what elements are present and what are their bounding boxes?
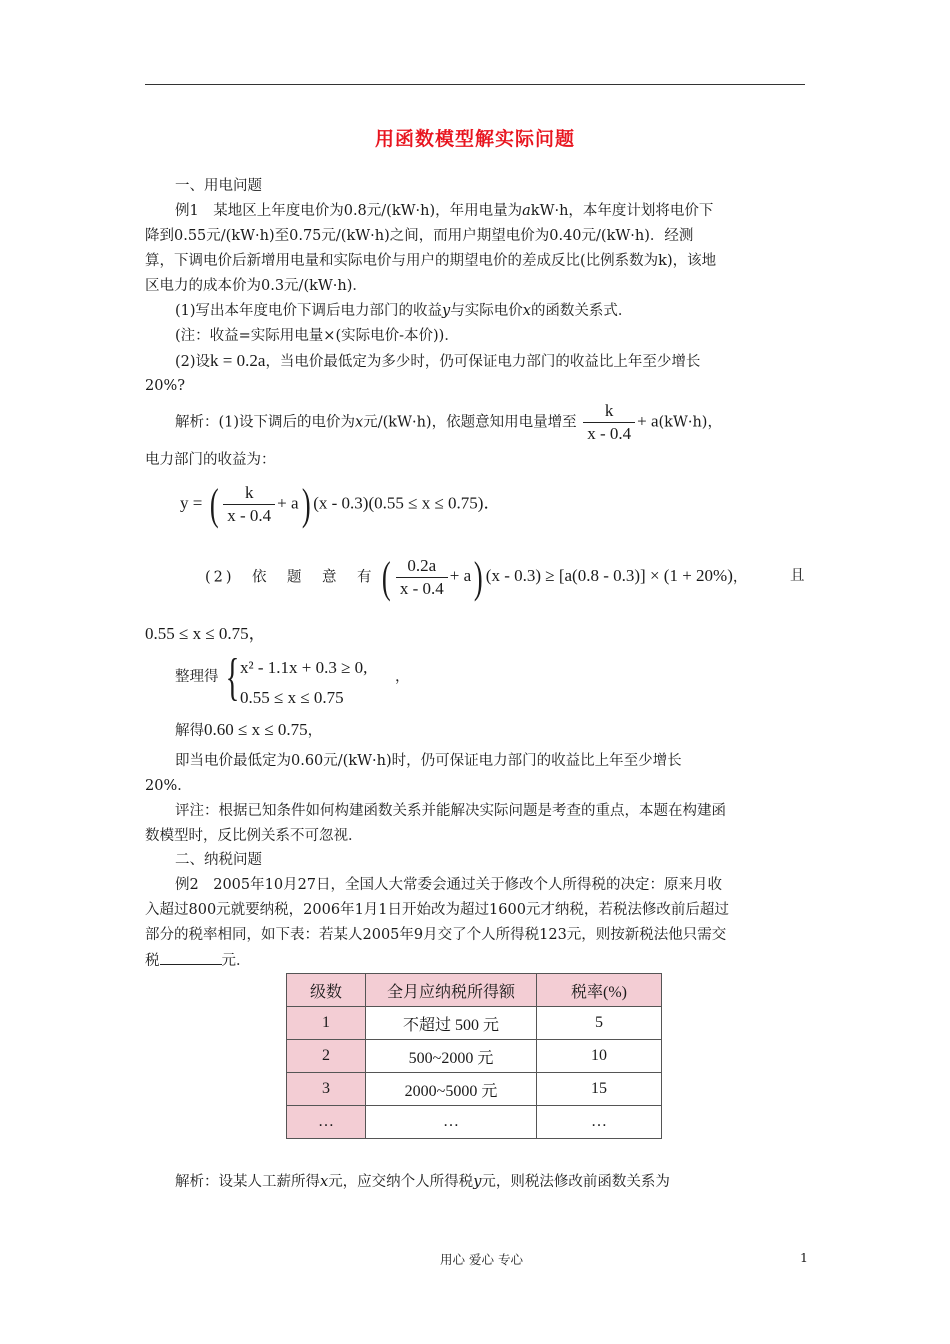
example2-line4: 税 元．: [145, 950, 251, 971]
header-rule: [145, 84, 805, 85]
fraction-denominator: x - 0.4: [587, 424, 632, 443]
question2-tail: 20%?: [145, 378, 186, 394]
table-cell: …: [287, 1106, 366, 1139]
table-header-row: [287, 974, 662, 1007]
solution-example2: 解析：设某人工薪所得x元，应交纳个人所得税y元，则税法修改前函数关系为: [175, 1174, 670, 1190]
table-cell: 500~2000 元: [366, 1040, 537, 1073]
system-end: ，: [395, 669, 410, 685]
table-cell: 不超过 500 元: [366, 1007, 537, 1040]
simplify-label: 整理得: [175, 669, 219, 685]
table-row: [287, 1040, 662, 1073]
section-heading-2: 二、纳税问题: [175, 852, 262, 868]
header-rate: 税率(%): [537, 974, 662, 1007]
solution1-line1: 解析：(1)设下调后的电价为x元/(kW·h)，依题意知用电量增至 $\frac{k}{x - 0.4}$ + a(kW·h)，: [175, 401, 722, 443]
comment-line1: 评注：根据已知条件如何构建函数关系并能解决实际问题是考查的重点，本题在构建函: [175, 803, 726, 819]
question1: (1)写出本年度电价下调后电力部门的收益y与实际电价x的函数关系式．: [175, 303, 633, 319]
header-income: 全月应纳税所得额: [366, 974, 537, 1007]
solution1-line2: 电力部门的收益为：: [145, 452, 276, 468]
table-cell: …: [537, 1106, 662, 1139]
table-cell: 1: [287, 1007, 366, 1040]
equation-revenue: y = ( $\frac{k}{x - 0.4}$ + a) (x - 0.3)(0.55 ≤ x ≤ 0.75)．: [180, 479, 501, 529]
table-cell: 5: [537, 1007, 662, 1040]
section-heading: 一、用电问题: [175, 178, 262, 194]
page-number: 1: [800, 1250, 808, 1265]
table-row: [287, 1106, 662, 1139]
table-cell: 15: [537, 1073, 662, 1106]
example1-line4: 区电力的成本价为0.3元/(kW·h)．: [145, 278, 367, 294]
fraction-denominator: x - 0.4: [227, 506, 272, 525]
conclusion-line1: 即当电价最低定为0.60元/(kW·h)时，仍可保证电力部门的收益比上年至少增长: [175, 753, 682, 769]
result-line: 解得0.60 ≤ x ≤ 0.75，: [175, 720, 323, 739]
system-eq2: 0.55 ≤ x ≤ 0.75: [240, 688, 344, 707]
table-cell: 3: [287, 1073, 366, 1106]
example2-line2: 入超过800元就要纳税，2006年1月1日开始改为超过1600元才纳税，若税法修改前后超过: [145, 902, 729, 918]
example1-line3: 算，下调电价后新增用电量和实际电价与用户的期望电价的差成反比(比例系数为k)，该地: [145, 253, 717, 269]
fraction-numerator: 0.2a: [396, 555, 448, 578]
footer-text: 用心 爱心 专心: [440, 1252, 523, 1267]
comment-line2: 数模型时，反比例关系不可忽视．: [145, 828, 363, 844]
table-cell: 10: [537, 1040, 662, 1073]
system-brace: {: [225, 649, 240, 706]
table-cell: 2000~5000 元: [366, 1073, 537, 1106]
example1-line1: 例1 某地区上年度电价为0.8元/(kW·h)，年用电量为akW·h，本年度计划将电价下: [175, 203, 714, 219]
example2-line3: 部分的税率相同，如下表：若某人2005年9月交了个人所得税123元，则按新税法他只需交: [145, 927, 727, 943]
solution2-inequality: (2) 依 题 意 有 ( $\frac{0.2a}{x - 0.4}$ + a) (x - 0.3) ≥ [a(0.8 - 0.3)] × (1 + 20%)，: [205, 552, 748, 602]
system-eq1: x² - 1.1x + 0.3 ≥ 0,: [240, 658, 368, 677]
example2-line1: 例2 2005年10月27日，全国人大常委会通过关于修改个人所得税的决定：原来月收: [175, 877, 723, 893]
conclusion-line2: 20%．: [145, 778, 192, 794]
table-cell: …: [366, 1106, 537, 1139]
example1-line2: 降到0.55元/(kW·h)至0.75元/(kW·h)之间，而用户期望电价为0.40元/(kW·h)．经测: [145, 228, 694, 244]
fraction-numerator: k: [583, 400, 635, 423]
answer-blank: [160, 950, 222, 965]
tax-rate-table: [286, 973, 662, 1139]
qie-word: 且: [790, 568, 805, 584]
fraction-numerator: k: [223, 482, 275, 505]
header-level: 级数: [287, 974, 366, 1007]
page-title: 用函数模型解实际问题: [374, 128, 575, 150]
table-row: [287, 1007, 662, 1040]
fraction-denominator: x - 0.4: [399, 579, 444, 598]
table-row: [287, 1073, 662, 1106]
table-cell: 2: [287, 1040, 366, 1073]
range-line: 0.55 ≤ x ≤ 0.75，: [145, 624, 266, 643]
note-line: (注：收益=实际用电量×(实际电价-本价))．: [175, 328, 459, 344]
question2: (2)设k = 0.2a，当电价最低定为多少时，仍可保证电力部门的收益比上年至少增长: [175, 351, 701, 370]
